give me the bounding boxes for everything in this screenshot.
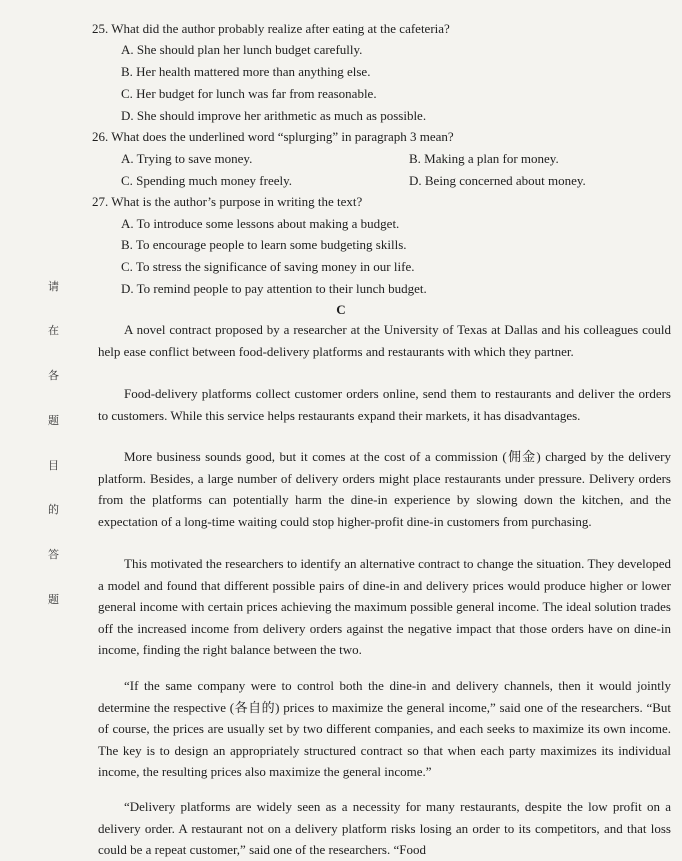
question-25-option-c: C. Her budget for lunch was far from reasonable. [121, 86, 377, 101]
passage-paragraph-3: More business sounds good, but it comes at the cost of a commission (佣金) charged by the delivery platform. Besides, a large number of delivery orders might place restaurants under pressure. Delivery orders from the platforms can potentially harm the dine-in experience by slowing down the kitchen, and the expectation of a long-time waiting could stop higher-profit dine-in customers from purchasing. [98, 449, 671, 529]
margin-char: 目 [48, 459, 59, 472]
margin-char: 在 [48, 324, 59, 337]
margin-char: 题 [48, 414, 59, 427]
question-27-stem: 27. What is the author’s purpose in writing the text? [92, 194, 363, 209]
margin-char: 各 [48, 369, 59, 382]
question-25-stem: 25. What did the author probably realize after eating at the cafeteria? [92, 21, 450, 36]
question-26-option-d: D. Being concerned about money. [409, 173, 586, 188]
question-26-option-c: C. Spending much money freely. [121, 173, 293, 188]
passage-paragraph-5: “If the same company were to control both the dine-in and delivery channels, then it would jointly determine the respective (各自的) prices to maximize the general income,” said one of the researchers. “But of course, the prices are usually set by two different companies, and each seeks to maximize its own income. The key is to design an appropriately structured contract so that when each party maximizes its individual income, the resulting prices also maximize the general income.” [98, 678, 671, 780]
passage-paragraph-6: “Delivery platforms are widely seen as a necessity for many restaurants, despite the low profit on a delivery order. A restaurant not on a delivery platform risks losing an order to its competitors, and that loss could be a repeat customer,” said one of the researchers. “Food [98, 799, 671, 858]
question-27-option-b: B. To encourage people to learn some budgeting skills. [121, 237, 407, 252]
question-27-option-d: D. To remind people to pay attention to their lunch budget. [121, 281, 427, 296]
question-25-option-a: A. She should plan her lunch budget carefully. [121, 42, 363, 57]
question-25-option-b: B. Her health mattered more than anything else. [121, 64, 371, 79]
passage-paragraph-4: This motivated the researchers to identify an alternative contract to change the situation. They developed a model and found that different possible pairs of dine-in and delivery prices would produce higher or lower general income with certain prices achieving the maximum possible general income. The ideal solution trades off the increased income from delivery orders against the negative impact that those orders have on dine-in income, finding the right balance between the two. [98, 556, 671, 658]
section-heading: C [336, 302, 346, 317]
question-25-option-d: D. She should improve her arithmetic as much as possible. [121, 108, 427, 123]
margin-char: 答 [48, 548, 59, 561]
margin-char: 请 [48, 280, 59, 293]
question-26-option-a: A. Trying to save money. [121, 151, 253, 166]
passage-paragraph-1: A novel contract proposed by a researcher at the University of Texas at Dallas and his colleagues could help ease conflict between food-delivery platforms and restaurants with which they partner. [98, 322, 671, 359]
question-26-option-b: B. Making a plan for money. [409, 151, 559, 166]
passage-paragraph-2: Food-delivery platforms collect customer orders online, send them to restaurants and deliver the orders to customers. While this service helps restaurants expand their markets, it has disadvantages. [98, 386, 671, 423]
margin-char: 的 [48, 503, 59, 516]
question-27-option-c: C. To stress the significance of saving money in our life. [121, 259, 415, 274]
margin-char: 题 [48, 593, 59, 606]
question-26-stem: 26. What does the underlined word “splurging” in paragraph 3 mean? [92, 129, 454, 144]
underlined-word: splurging [283, 129, 333, 144]
question-27-option-a: A. To introduce some lessons about making a budget. [121, 216, 400, 231]
